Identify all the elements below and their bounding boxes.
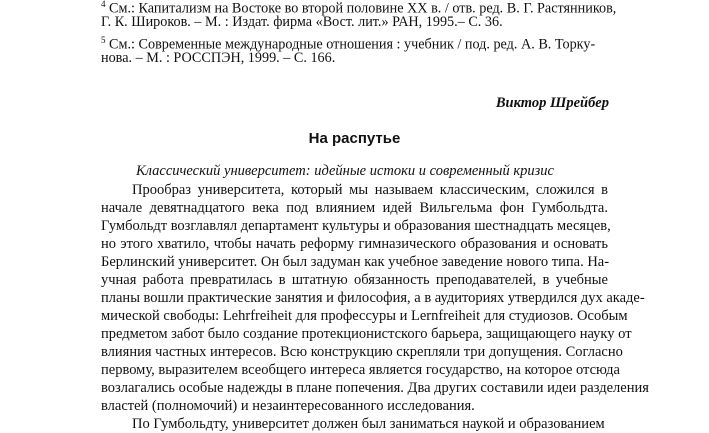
body-line-4: но этого хватило, чтобы начать реформу гимназического образования и основать — [101, 236, 608, 252]
body-line-7: планы вошли практические занятия и философия, а в аудиториях утвердился дух акаде- — [101, 290, 645, 306]
body-line-3: Гумбольдт возглавлял департамент культуры и образования шестнадцать месяцев, — [101, 218, 611, 234]
body-line-13: властей (полномочий) и незаинтересованного исследования. — [101, 398, 475, 414]
body-line-14: По Гумбольдту, университет должен был заниматься наукой и образованием — [132, 416, 605, 432]
footnote-5-text-1: См.: Современные международные отношения : учебник / под. ред. А. В. Торку- — [109, 36, 596, 53]
footnote-4-line-2: Г. К. Широков. – М. : Издат. фирма «Вост. лит.» РАН, 1995.– С. 36. — [101, 14, 503, 30]
body-line-1: Прообраз университета, который мы называем классическим, сложился в — [132, 182, 608, 198]
body-line-5: Берлинский университет. Он был задуман как учебное заведение нового типа. На- — [101, 254, 610, 270]
footnote-5-marker: 5 — [101, 35, 106, 45]
body-line-6: учная работа превратилась в штатную обязанность преподавателей, в учебные — [101, 272, 608, 288]
body-line-12: возлагались особые надежды в плане попечения. Два других составили идеи разделения — [101, 380, 649, 396]
footnote-4-text-1: См.: Капитализм на Востоке во второй половине ХХ в. / отв. ред. В. Г. Растянников, — [109, 0, 617, 17]
footnote-5-line-2: нова. – М. : РОССПЭН, 1999. – С. 166. — [101, 50, 336, 66]
body-line-8: мической свободы: Lehrfreiheit для профессуры и Lernfreiheit для студиозов. Особым — [101, 308, 628, 324]
body-line-2: начале девятнадцатого века под влиянием идей Вильгельма фон Гумбольдта. — [101, 200, 608, 216]
body-line-9: предметом забот было создание протекционистского барьера, защищающего науку от — [101, 326, 632, 342]
article-author: Виктор Шрейбер — [495, 95, 609, 111]
article-title: На распутье — [308, 130, 401, 147]
body-line-10: влияния частных интересов. Всю конструкцию скрепляли три допущения. Согласно — [101, 344, 623, 360]
footnote-4-marker: 4 — [101, 0, 106, 9]
article-subtitle: Классический университет: идейные истоки и современный кризис — [136, 163, 554, 179]
body-line-11: первому, выразителем всеобщего интереса является государство, на которое отсюда — [101, 362, 620, 378]
